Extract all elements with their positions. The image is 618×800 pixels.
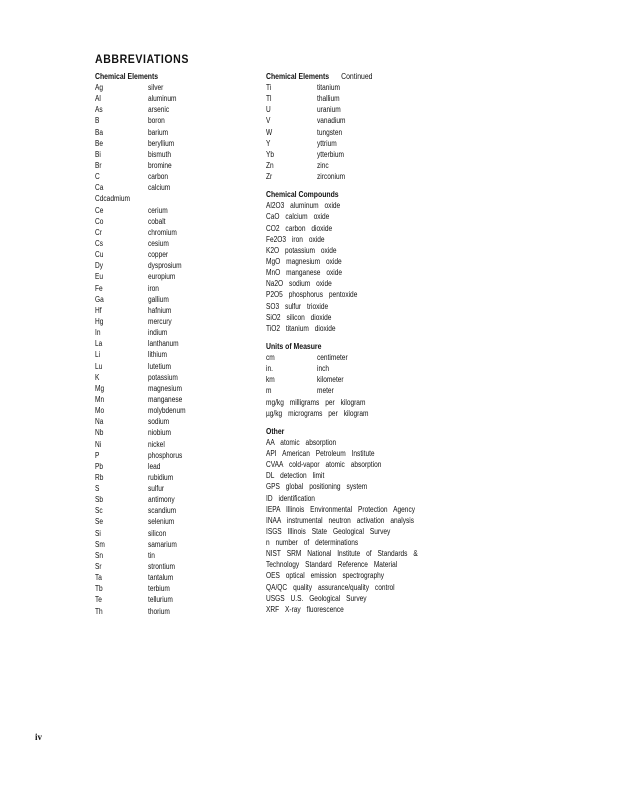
abbreviation: W [266, 127, 273, 137]
entry-text: n number of determinations [266, 538, 359, 548]
abbreviation: Ag [95, 83, 104, 92]
entry-text: CVAA cold-vapor atomic absorption [266, 460, 382, 470]
list-item [266, 289, 496, 300]
definition: zinc [317, 160, 329, 170]
chemical-elements-continued-heading [266, 71, 464, 82]
entry-text: P2O5 phosphorus pentoxide [266, 290, 358, 300]
definition: silicon [148, 528, 167, 538]
definition: boron [148, 116, 165, 126]
list-item [95, 394, 255, 405]
list-item [266, 223, 496, 234]
definition: cerium [148, 205, 168, 215]
definition: arsenic [148, 105, 170, 115]
list-item [95, 606, 255, 617]
entry-text: IEPA Illinois Environmental Protection Agency [266, 504, 416, 514]
list-item [266, 385, 496, 396]
entry-text: AA atomic absorption [266, 437, 337, 447]
entry-text: Technology Standard Reference Material [266, 560, 398, 570]
abbreviation: Ni [95, 439, 102, 449]
list-item [95, 505, 255, 516]
units-section [266, 341, 496, 419]
list-item [266, 301, 496, 312]
abbreviation: in. [266, 364, 273, 374]
entry-text: INAA instrumental neutron activation analysis [266, 515, 415, 525]
list-item [95, 349, 255, 360]
list-item [266, 115, 496, 126]
list-item [266, 459, 496, 470]
list-item [266, 548, 496, 559]
list-item [266, 211, 496, 222]
list-item [266, 127, 496, 138]
definition: rubidium [148, 472, 174, 482]
list-item [266, 323, 496, 334]
abbreviation: V [266, 116, 271, 126]
definition: iron [148, 283, 159, 293]
entry-text: MnO manganese oxide [266, 268, 343, 278]
list-item [266, 363, 496, 374]
list-item [266, 493, 496, 504]
list-item [266, 245, 496, 256]
abbreviation: Br [95, 160, 102, 170]
definition: scandium [148, 506, 177, 516]
definition: centimeter [317, 352, 348, 362]
chemical-elements-list [95, 82, 255, 617]
abbreviation: Dy [95, 261, 104, 271]
list-item [95, 483, 255, 494]
abbreviation: Ce [95, 205, 104, 215]
abbreviation: B [95, 116, 100, 126]
chemical-compounds-section [266, 189, 496, 334]
chemical-elements-section [95, 71, 255, 617]
definition: europium [148, 272, 176, 282]
list-item [95, 427, 255, 438]
abbreviation: Ca [95, 183, 104, 193]
definition: indium [148, 328, 168, 338]
list-item [266, 374, 496, 385]
definition: cesium [148, 238, 169, 248]
definition: selenium [148, 517, 175, 527]
entry-text: OES optical emission spectrography [266, 571, 385, 581]
list-item [95, 127, 255, 138]
list-item [266, 352, 496, 363]
entry-text: GPS global positioning system [266, 482, 368, 492]
definition: bromine [148, 160, 172, 170]
definition: tungsten [317, 127, 343, 137]
list-item [95, 494, 255, 505]
abbreviation: S [95, 484, 100, 494]
definition: kilometer [317, 375, 344, 385]
entry-text: QA/QC quality assurance/quality control [266, 582, 395, 592]
abbreviation: Lu [95, 361, 103, 371]
list-item [266, 515, 496, 526]
definition: carbon [148, 172, 169, 182]
list-item [95, 439, 255, 450]
list-item [95, 294, 255, 305]
chemical-elements-continued-list [266, 82, 496, 182]
list-item [95, 405, 255, 416]
list-item [266, 504, 496, 515]
definition: cobalt [148, 216, 166, 226]
list-item [95, 104, 255, 115]
list-item [266, 82, 496, 93]
abbreviation: Th [95, 606, 103, 616]
abbreviation: Eu [95, 272, 104, 282]
abbreviation: Bi [95, 149, 101, 159]
abbreviation: Ga [95, 294, 104, 304]
abbreviation: Zn [266, 160, 274, 170]
abbreviation: In [95, 328, 101, 338]
abbreviation: Zr [266, 172, 273, 182]
chemical-elements-continued-section [266, 71, 496, 182]
abbreviation: Al [95, 94, 101, 104]
list-item [95, 461, 255, 472]
list-item [95, 450, 255, 461]
entry-text: Fe2O3 iron oxide [266, 234, 325, 244]
definition: chromium [148, 227, 177, 237]
abbreviation: Se [95, 517, 104, 527]
units-heading: Units of Measure [266, 341, 322, 351]
definition: manganese [148, 394, 183, 404]
entry-text: µg/kg micrograms per kilogram [266, 408, 369, 418]
list-item [95, 249, 255, 260]
definition: calcium [148, 183, 171, 193]
definition: thallium [317, 94, 340, 104]
definition: bismuth [148, 149, 171, 159]
entry-text: DL detection limit [266, 471, 325, 481]
abbreviation: Nb [95, 428, 104, 438]
units-list [266, 352, 496, 397]
list-item [95, 115, 255, 126]
abbreviation: Tb [95, 584, 103, 594]
other-section [266, 426, 496, 615]
definition: hafnium [148, 305, 172, 315]
abbreviation: Sc [95, 506, 103, 516]
abbreviation: Ta [95, 573, 102, 583]
list-item [266, 408, 496, 419]
list-item [95, 216, 255, 227]
abbreviation: Hf [95, 305, 102, 315]
abbreviation: Y [266, 138, 271, 148]
abbreviation: Co [95, 216, 104, 226]
definition: tantalum [148, 573, 174, 583]
list-item [95, 416, 255, 427]
list-item [266, 149, 496, 160]
entry-text: NIST SRM National Institute of Standards & [266, 549, 418, 559]
list-item [95, 160, 255, 171]
list-item [95, 372, 255, 383]
entry-text: API American Petroleum Institute [266, 448, 375, 458]
list-item [266, 104, 496, 115]
page-title: ABBREVIATIONS [95, 54, 189, 66]
definition: lead [148, 461, 161, 471]
list-item [95, 238, 255, 249]
heading-text: Chemical Elements [266, 72, 330, 81]
list-item [95, 227, 255, 238]
continued-label: Continued [341, 72, 373, 81]
definition: vanadium [317, 116, 346, 126]
definition: gallium [148, 294, 169, 304]
units-full-list [266, 397, 496, 419]
chemical-compounds-list [266, 200, 496, 334]
abbreviation: Li [95, 350, 101, 360]
abbreviation: Mn [95, 394, 105, 404]
list-item [95, 583, 255, 594]
elements-column [95, 71, 255, 624]
list-item [95, 182, 255, 193]
abbreviation: Cdcadmium [95, 194, 131, 204]
list-item [95, 305, 255, 316]
entry-text: Na2O sodium oxide [266, 279, 332, 289]
definition: niobium [148, 428, 171, 438]
abbreviation: Na [95, 417, 104, 427]
entry-text: mg/kg milligrams per kilogram [266, 397, 366, 407]
definition: uranium [317, 105, 341, 115]
definition: zirconium [317, 172, 346, 182]
abbreviation: Rb [95, 472, 104, 482]
abbreviation: Tl [266, 94, 272, 104]
list-item [266, 397, 496, 408]
entry-text: SO3 sulfur trioxide [266, 301, 329, 311]
other-list [266, 437, 496, 615]
list-item [95, 327, 255, 338]
other-heading: Other [266, 426, 285, 436]
abbreviation: Ba [95, 127, 104, 137]
abbreviation: C [95, 172, 100, 182]
abbreviation: Sr [95, 562, 102, 572]
definition: silver [148, 83, 164, 92]
entry-text: CO2 carbon dioxide [266, 223, 333, 233]
abbreviation: Fe [95, 283, 103, 293]
definition: meter [317, 386, 334, 396]
abbreviation: As [95, 105, 103, 115]
definition: inch [317, 364, 330, 374]
entry-text: K2O potassium oxide [266, 245, 337, 255]
abbreviation: Te [95, 595, 102, 605]
definition: copper [148, 250, 169, 260]
list-item [95, 271, 255, 282]
definition: thorium [148, 606, 170, 616]
abbreviation: U [266, 105, 271, 115]
list-item [95, 338, 255, 349]
list-item [95, 260, 255, 271]
abbreviation: Si [95, 528, 101, 538]
definition: sulfur [148, 484, 165, 494]
abbreviation: Cu [95, 250, 104, 260]
list-item [95, 572, 255, 583]
definition: terbium [148, 584, 170, 594]
list-item [95, 528, 255, 539]
definition: lutetium [148, 361, 171, 371]
definition: lanthanum [148, 339, 179, 349]
definition: magnesium [148, 383, 182, 393]
entry-text: TiO2 titanium dioxide [266, 323, 336, 333]
list-item [95, 550, 255, 561]
chemical-elements-heading: Chemical Elements [95, 72, 159, 81]
definition: nickel [148, 439, 165, 449]
list-item [266, 138, 496, 149]
list-item [266, 312, 496, 323]
definition: antimony [148, 495, 175, 505]
abbreviation: Ti [266, 83, 272, 92]
definition: molybdenum [148, 406, 186, 416]
list-item [95, 472, 255, 483]
list-item [95, 138, 255, 149]
abbreviation: Cr [95, 227, 102, 237]
abbreviation: Cs [95, 238, 104, 248]
list-item [266, 570, 496, 581]
definition: tin [148, 550, 155, 560]
list-item [95, 93, 255, 104]
list-item [266, 267, 496, 278]
list-item [95, 149, 255, 160]
abbreviation: Pb [95, 461, 104, 471]
list-item [95, 82, 255, 93]
list-item [266, 256, 496, 267]
entry-text: Al2O3 aluminum oxide [266, 201, 341, 211]
list-item [266, 448, 496, 459]
list-item [266, 171, 496, 182]
entry-text: ID identification [266, 493, 315, 503]
page-number: iv [35, 732, 43, 742]
list-item [266, 160, 496, 171]
list-item [266, 200, 496, 211]
definition: mercury [148, 316, 172, 326]
list-item [266, 470, 496, 481]
abbreviation: P [95, 450, 100, 460]
definition: sodium [148, 417, 170, 427]
entry-text: SiO2 silicon dioxide [266, 312, 332, 322]
definition: dysprosium [148, 261, 182, 271]
abbreviation: Hg [95, 316, 104, 326]
list-item [266, 559, 496, 570]
definition: yttrium [317, 138, 337, 148]
list-item [266, 93, 496, 104]
definition: potassium [148, 372, 178, 382]
list-item [95, 561, 255, 572]
list-item [266, 481, 496, 492]
definition: ytterbium [317, 149, 344, 159]
list-item [95, 205, 255, 216]
list-item [95, 193, 255, 204]
definition: lithium [148, 350, 167, 360]
right-column [266, 71, 496, 622]
entry-text: USGS U.S. Geological Survey [266, 593, 367, 603]
list-item [266, 278, 496, 289]
abbreviation: m [266, 386, 272, 396]
list-item [266, 604, 496, 615]
definition: barium [148, 127, 169, 137]
abbreviation: cm [266, 352, 275, 362]
definition: strontium [148, 562, 175, 572]
list-item [266, 593, 496, 604]
definition: titanium [317, 83, 340, 92]
definition: aluminum [148, 94, 177, 104]
chemical-compounds-heading: Chemical Compounds [266, 190, 339, 200]
definition: samarium [148, 539, 177, 549]
list-item [266, 537, 496, 548]
list-item [266, 437, 496, 448]
definition: tellurium [148, 595, 173, 605]
list-item [95, 283, 255, 294]
abbreviation: Yb [266, 149, 275, 159]
abbreviation: K [95, 372, 100, 382]
abbreviation: Mo [95, 406, 105, 416]
abbreviation: Mg [95, 383, 105, 393]
abbreviation: La [95, 339, 103, 349]
list-item [95, 594, 255, 605]
list-item [95, 516, 255, 527]
definition: phosphorus [148, 450, 183, 460]
abbreviation: km [266, 375, 275, 385]
list-item [95, 539, 255, 550]
entry-text: XRF X-ray fluorescence [266, 604, 344, 614]
list-item [266, 234, 496, 245]
definition: beryllium [148, 138, 175, 148]
abbreviation: Sn [95, 550, 104, 560]
entry-text: MgO magnesium oxide [266, 256, 342, 266]
list-item [95, 171, 255, 182]
abbreviation: Be [95, 138, 104, 148]
list-item [95, 316, 255, 327]
list-item [95, 361, 255, 372]
entry-text: CaO calcium oxide [266, 212, 330, 222]
entry-text: ISGS Illinois State Geological Survey [266, 526, 391, 536]
list-item [266, 526, 496, 537]
list-item [266, 582, 496, 593]
abbreviation: Sb [95, 495, 104, 505]
list-item [95, 383, 255, 394]
abbreviation: Sm [95, 539, 105, 549]
